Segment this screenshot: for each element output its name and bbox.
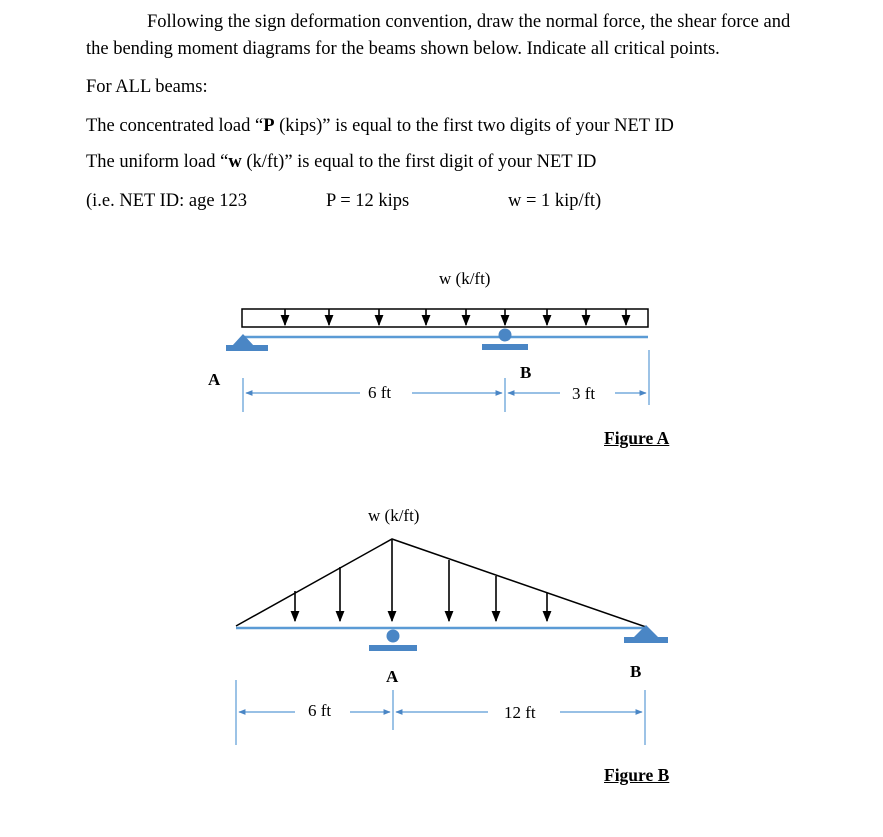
figure-b-dim-1: 6 ft — [308, 701, 332, 720]
figure-b-dim-2: 12 ft — [504, 703, 536, 722]
figure-b-load-outline — [236, 539, 646, 627]
w-line-post: (k/ft)” is equal to the first digit of your NET ID — [241, 152, 597, 172]
example-p: P = 12 kips — [326, 191, 410, 211]
figure-a-load-label: w (k/ft) — [439, 269, 491, 288]
intro-line-2: the bending moment diagrams for the beams shown below. Indicate all critical points. — [86, 39, 720, 59]
figure-b-load-arrows — [295, 540, 547, 621]
p-line-pre: The concentrated load “ — [86, 116, 264, 136]
figure-b-dimensions — [236, 680, 645, 745]
p-line-post: (kips)” is equal to the first two digits of your NET ID — [274, 116, 674, 136]
w-line-symbol: w — [228, 152, 242, 172]
example-netid: (i.e. NET ID: age 123 — [86, 191, 247, 211]
figure-a-load-box — [242, 309, 648, 327]
w-line-pre: The uniform load “ — [86, 152, 229, 172]
figure-a-roller-support-b — [482, 329, 528, 351]
figure-b-caption: Figure B — [604, 765, 670, 785]
figure-b-load-label: w (k/ft) — [368, 506, 420, 525]
figure-a-dim-1: 6 ft — [368, 383, 392, 402]
figure-a-support-a-label: A — [208, 370, 221, 389]
figure-b-diagram — [236, 539, 668, 745]
figure-b-roller-support-a — [369, 630, 417, 652]
for-all-heading: For ALL beams: — [86, 77, 208, 97]
figure-a-caption: Figure A — [604, 428, 670, 448]
figure-a-load-arrows — [285, 309, 626, 325]
figure-a-dim-2: 3 ft — [572, 384, 596, 403]
example-w: w = 1 kip/ft) — [508, 191, 602, 211]
p-line-symbol: P — [263, 116, 275, 136]
figure-b-support-b-label: B — [630, 662, 642, 681]
intro-line-1: Following the sign deformation convention, draw the normal force, the shear force and — [147, 12, 791, 32]
figure-a-support-b-label: B — [520, 363, 532, 382]
figure-b-support-a-label: A — [386, 667, 399, 686]
